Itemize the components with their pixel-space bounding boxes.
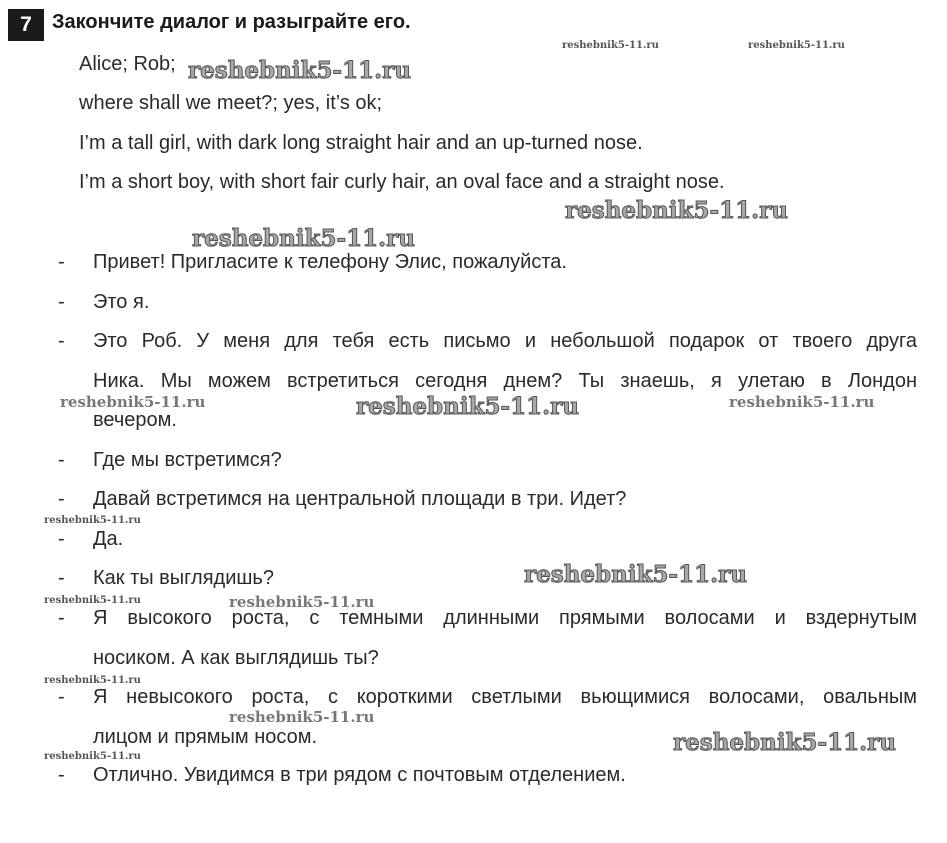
dialog-line: Это я. [93, 291, 150, 313]
watermark: reshebnik5-11.ru [229, 593, 375, 611]
watermark: reshebnik5-11.ru [562, 40, 659, 51]
dialog-line: лицом и прямым носом. [93, 726, 318, 748]
dialog-line: Я высокого роста, с темными длинными прямыми волосами и вздернутым [93, 607, 917, 629]
dialog-line: Отлично. Увидимся в три рядом с почтовым отделением. [93, 764, 626, 786]
watermark: reshebnik5-11.ru [44, 595, 141, 606]
watermark: reshebnik5-11.ru [748, 40, 845, 51]
watermark: reshebnik5-11.ru [44, 675, 141, 686]
watermark: reshebnik5-11.ru [60, 393, 206, 411]
watermark: reshebnik5-11.ru [192, 225, 415, 252]
dialog-line: Как ты выглядишь? [93, 567, 274, 589]
dialog-line: Ника. Мы можем встретиться сегодня днем? Ты знаешь, я улетаю в Лондон [93, 370, 917, 392]
dialog-dash: - [58, 330, 65, 352]
dialog-dash: - [58, 607, 65, 629]
watermark: reshebnik5-11.ru [188, 57, 411, 84]
dialog-dash: - [58, 291, 65, 313]
dialog-dash: - [58, 251, 65, 273]
dialog-line: Это Роб. У меня для тебя есть письмо и небольшой подарок от твоего друга [93, 330, 917, 352]
dialog-dash: - [58, 764, 65, 786]
prompt-line: Alice; Rob; [79, 53, 176, 75]
dialog-line: вечером. [93, 409, 177, 431]
dialog-line: Я невысокого роста, с короткими светлыми вьющимися волосами, овальным [93, 686, 917, 708]
exercise-title: Закончите диалог и разыграйте его. [52, 11, 411, 33]
dialog-line: Да. [93, 528, 124, 550]
watermark: reshebnik5-11.ru [229, 708, 375, 726]
dialog-dash: - [58, 488, 65, 510]
watermark: reshebnik5-11.ru [673, 729, 896, 756]
watermark: reshebnik5-11.ru [44, 515, 141, 526]
prompt-line: where shall we meet?; yes, it’s ok; [79, 92, 383, 114]
watermark: reshebnik5-11.ru [524, 561, 747, 588]
dialog-dash: - [58, 567, 65, 589]
dialog-dash: - [58, 528, 65, 550]
watermark: reshebnik5-11.ru [565, 197, 788, 224]
watermark: reshebnik5-11.ru [729, 393, 875, 411]
dialog-dash: - [58, 686, 65, 708]
prompt-line: I’m a short boy, with short fair curly hair, an oval face and a straight nose. [79, 171, 725, 193]
watermark: reshebnik5-11.ru [356, 393, 579, 420]
dialog-line: Давай встретимся на центральной площади в три. Идет? [93, 488, 627, 510]
dialog-line: носиком. А как выглядишь ты? [93, 647, 379, 669]
prompt-line: I’m a tall girl, with dark long straight hair and an up-turned nose. [79, 132, 643, 154]
exercise-number: 7 [8, 9, 44, 41]
watermark: reshebnik5-11.ru [44, 751, 141, 762]
dialog-dash: - [58, 449, 65, 471]
dialog-line: Где мы встретимся? [93, 449, 282, 471]
dialog-line: Привет! Пригласите к телефону Элис, пожалуйста. [93, 251, 567, 273]
